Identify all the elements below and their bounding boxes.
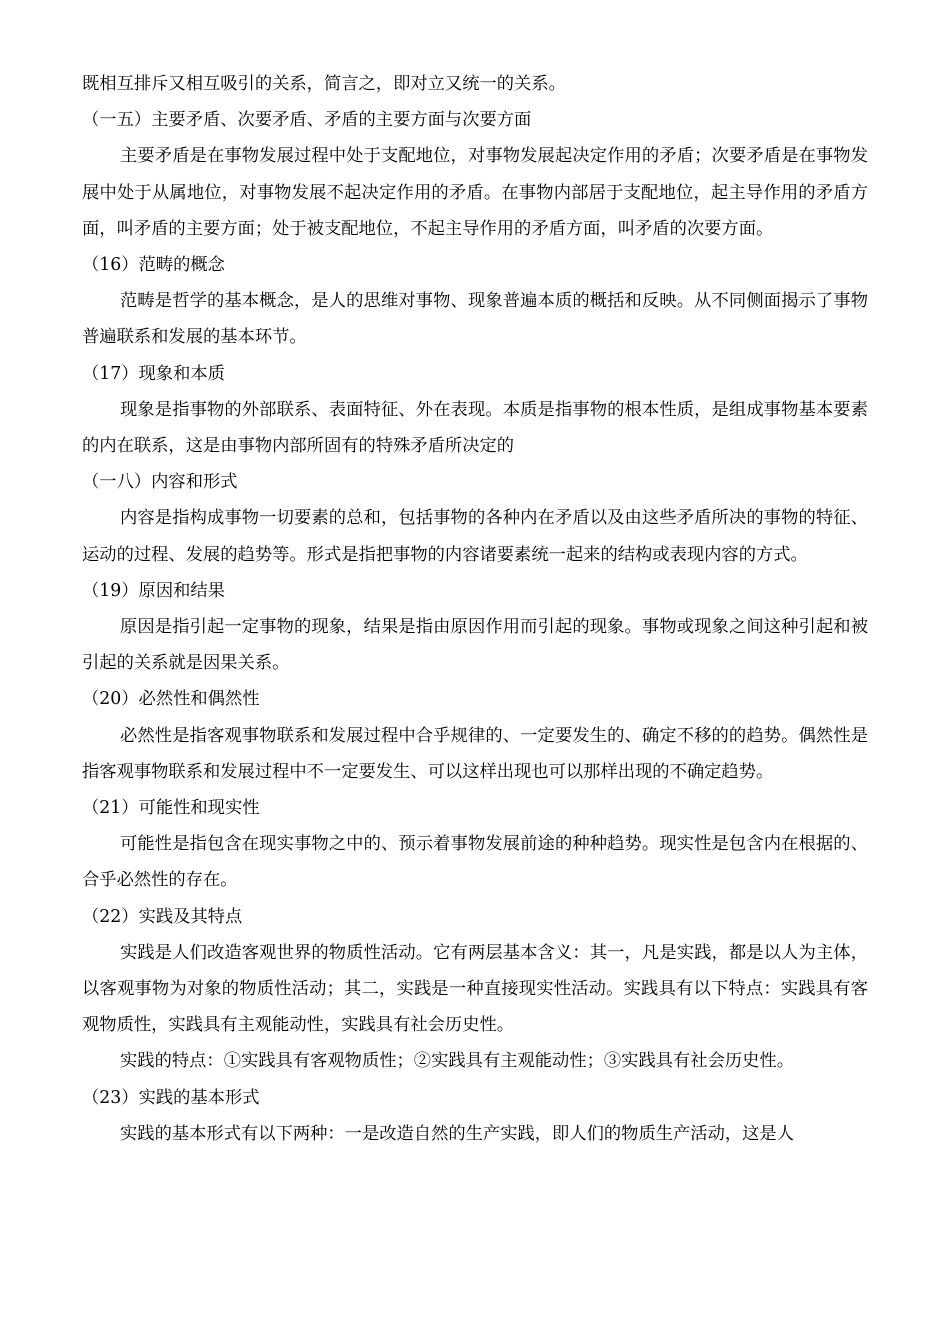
paragraph-possibility-reality: 可能性是指包含在现实事物之中的、预示着事物发展前途的种种趋势。现实性是包含内在根据的、合乎必然性的存在。 [82, 834, 868, 891]
document-page [82, 66, 868, 1152]
paragraph-category: 范畴是哲学的基本概念，是人的思维对事物、现象普遍本质的概括和反映。从不同侧面揭示了事物普遍联系和发展的基本环节。 [82, 291, 868, 348]
paragraph-practice-forms: 实践的基本形式有以下两种：一是改造自然的生产实践，即人们的物质生产活动，这是人 [120, 1123, 794, 1144]
section-heading-20: （20）必然性和偶然性 [82, 689, 260, 710]
section-heading-18: （一八）内容和形式 [82, 472, 238, 493]
paragraph-cause-effect: 原因是指引起一定事物的现象，结果是指由原因作用而引起的现象。事物或现象之间这种引起和被引起的关系就是因果关系。 [82, 617, 868, 674]
section-heading-19: （19）原因和结果 [82, 580, 225, 601]
paragraph-practice: 实践是人们改造客观世界的物质性活动。它有两层基本含义：其一，凡是实践，都是以人为主体，以客观事物为对象的物质性活动；其二，实践是一种直接现实性活动。实践具有以下特点：实践具有客观物质性，实践具有主观能动性，实践具有社会历史性。 [82, 942, 868, 1036]
paragraph-continuation: 既相互排斥又相互吸引的关系，简言之，即对立又统一的关系。 [82, 74, 566, 94]
section-heading-21: （21）可能性和现实性 [82, 798, 260, 819]
paragraph-practice-features: 实践的特点：①实践具有客观物质性；②实践具有主观能动性；③实践具有社会历史性。 [120, 1051, 794, 1072]
paragraph-main-contradiction: 主要矛盾是在事物发展过程中处于支配地位，对事物发展起决定作用的矛盾；次要矛盾是在事物发展中处于从属地位，对事物发展不起决定作用的矛盾。在事物内部居于支配地位，起主导作用的矛盾方面，叫矛盾的主要方面；处于被支配地位，不起主导作用的矛盾方面，叫矛盾的次要方面。 [82, 146, 868, 239]
section-heading-17: （17）现象和本质 [82, 363, 225, 384]
paragraph-phenomenon-essence: 现象是指事物的外部联系、表面特征、外在表现。本质是指事物的根本性质，是组成事物基本要素的内在联系，这是由事物内部所固有的特殊矛盾所决定的 [82, 399, 868, 457]
section-heading-15: （一五）主要矛盾、次要矛盾、矛盾的主要方面与次要方面 [82, 110, 532, 131]
section-heading-23: （23）实践的基本形式 [82, 1087, 260, 1108]
section-heading-16: （16）范畴的概念 [82, 255, 225, 276]
paragraph-necessity-contingency: 必然性是指客观事物联系和发展过程中合乎规律的、一定要发生的、确定不移的的趋势。偶然性是指客观事物联系和发展过程中不一定要发生、可以这样出现也可以那样出现的不确定趋势。 [82, 725, 868, 782]
paragraph-content-form: 内容是指构成事物一切要素的总和，包括事物的各种内在矛盾以及由这些矛盾所决的事物的特征、运动的过程、发展的趋势等。形式是指把事物的内容诸要素统一起来的结构或表现内容的方式。 [82, 508, 868, 565]
section-heading-22: （22）实践及其特点 [82, 906, 243, 927]
